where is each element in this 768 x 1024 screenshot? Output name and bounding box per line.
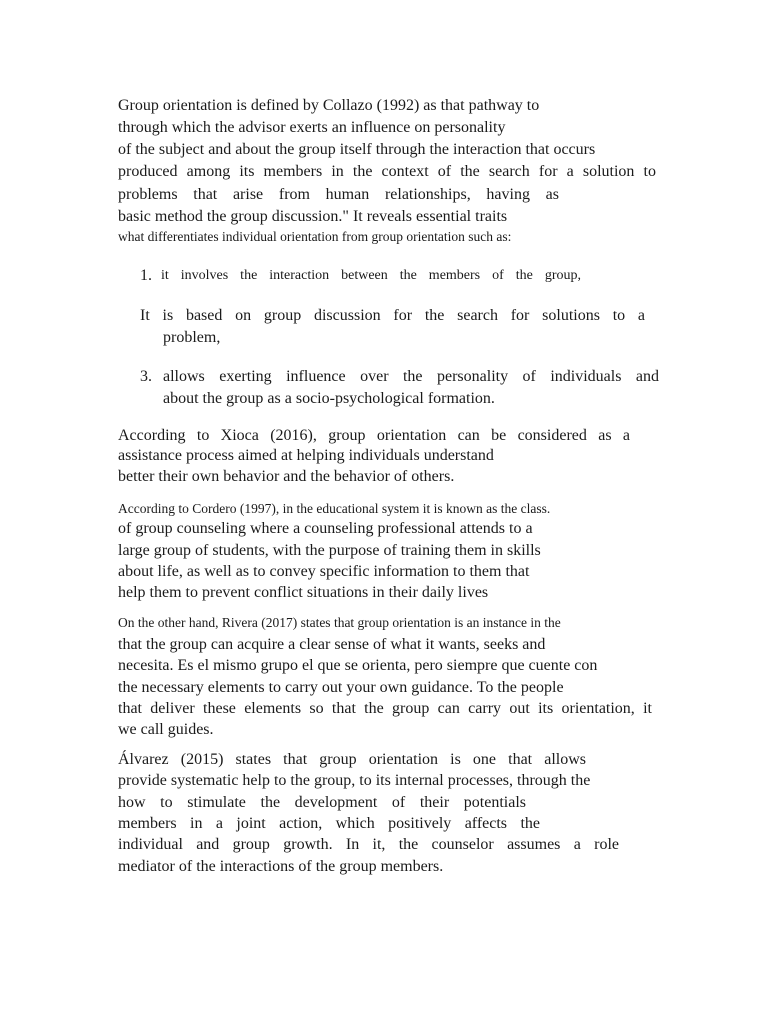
p5-line-5: individual and group growth. In it, the counselor assumes a role [118,836,619,853]
p1-line-6: basic method the group discussion." It reveals essential traits [118,208,508,225]
p5-line-1: Álvarez (2015) states that group orientation is one that allows [118,751,586,768]
p3-line-3: large group of students, with the purpose of training them in skills [118,542,541,559]
p4-line-3: necesita. Es el mismo grupo el que se orienta, pero siempre que cuente con [118,657,598,674]
p2-line-1: According to Xioca (2016), group orientation can be considered as a [118,427,630,444]
p1-line-4: produced among its members in the context of the search for a solution to [118,163,656,180]
list-item-2-line-1: It is based on group discussion for the search for solutions to a [140,307,645,324]
p5-line-3: how to stimulate the development of their potentials [118,794,526,811]
p5-line-4: members in a joint action, which positively affects the [118,815,540,832]
p4-line-2: that the group can acquire a clear sense of what it wants, seeks and [118,636,546,653]
p3-line-2: of group counseling where a counseling professional attends to a [118,520,533,537]
p5-line-6: mediator of the interactions of the group members. [118,858,444,875]
p3-line-4: about life, as well as to convey specific information to them that [118,563,530,580]
list-item-3-line-2: about the group as a socio-psychological formation. [163,390,495,407]
list-item-3-number: 3. [140,368,152,385]
p4-line-4: the necessary elements to carry out your own guidance. To the people [118,679,564,696]
p1-line-7: what differentiates individual orientation from group orientation such as: [118,229,512,244]
list-item-1-text: it involves the interaction between the members of the group, [161,268,581,283]
p1-line-1: Group orientation is defined by Collazo (1992) as that pathway to [118,97,540,114]
list-item-2-line-2: problem, [163,329,221,346]
list-item-3-line-1: allows exerting influence over the personality of individuals and [163,368,659,385]
p1-line-5: problems that arise from human relationships, having as [118,186,559,203]
p1-line-2: through which the advisor exerts an influence on personality [118,119,506,136]
p4-line-1: On the other hand, Rivera (2017) states that group orientation is an instance in the [118,615,561,630]
p3-line-1: According to Cordero (1997), in the educational system it is known as the class. [118,501,551,516]
p5-line-2: provide systematic help to the group, to its internal processes, through the [118,772,591,789]
p1-line-3: of the subject and about the group itself through the interaction that occurs [118,141,596,158]
p2-line-2: assistance process aimed at helping individuals understand [118,447,494,464]
p4-line-5: that deliver these elements so that the group can carry out its orientation, it [118,700,652,717]
p2-line-3: better their own behavior and the behavior of others. [118,468,455,485]
p4-line-6: we call guides. [118,721,214,738]
list-item-1-number: 1. [140,267,152,284]
p3-line-5: help them to prevent conflict situations in their daily lives [118,584,489,601]
